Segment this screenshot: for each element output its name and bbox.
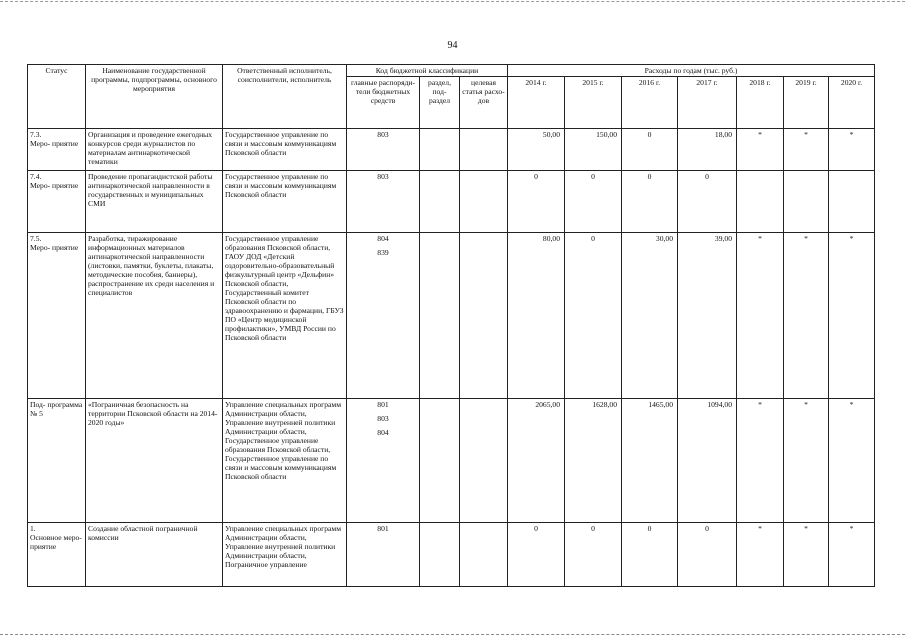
- header-budget-code: Код бюджетной классификации: [347, 65, 508, 77]
- row-status-number: 1.: [30, 524, 36, 533]
- row-status-number: 7.5.: [30, 234, 42, 243]
- row-value: *: [737, 399, 784, 523]
- row-name: Организация и проведение ежегодных конкурсов среди журналистов по материалам антинаркотической тематики: [86, 129, 223, 171]
- table-row: [28, 523, 875, 587]
- row-section: [420, 523, 460, 587]
- row-status-type: Основное меро- приятие: [30, 533, 82, 551]
- row-code: 839: [377, 248, 389, 257]
- row-value: 0: [622, 129, 678, 171]
- table-row: [28, 129, 875, 171]
- row-status-number: 7.3.: [30, 130, 42, 139]
- row-status-type: Меро- приятие: [30, 181, 79, 190]
- header-target-article: целевая статья расхо- дов: [460, 77, 508, 129]
- row-value: [784, 171, 829, 233]
- row-value: 0: [508, 523, 565, 587]
- row-value: *: [784, 523, 829, 587]
- row-value: 30,00: [622, 233, 678, 399]
- row-value: 0: [565, 171, 622, 233]
- row-executor: Управление специальных программ Администрации области, Управление внутренней политики Администрации области, Государственное управление образования Псковской области, Государственное управление по связи и массовым коммуникациям Псковской области: [223, 399, 347, 523]
- row-value: 1094,00: [678, 399, 737, 523]
- header-year: 2019 г.: [784, 77, 829, 129]
- row-status-number: 7.4.: [30, 172, 42, 181]
- row-value: 1465,00: [622, 399, 678, 523]
- row-status-type: Под- программа № 5: [30, 400, 83, 418]
- row-value: 39,00: [678, 233, 737, 399]
- row-value: *: [737, 523, 784, 587]
- row-name: Разработка, тиражирование информационных материалов антинаркотической направленности (листовки, памятки, буклеты, плакаты, методические пособия, баннеры), распространение их среди населения и специалистов: [86, 233, 223, 399]
- row-value: 150,00: [565, 129, 622, 171]
- table-row: [28, 399, 875, 523]
- row-executor: Государственное управление образования Псковской области, ГАОУ ДОД «Детский оздоровительно-образовательный физкультурный центр «Дельфин» Псковской области, Государственный комитет Псковской области по здравоохранению и фармации, ГБУЗ ПО «Центр медицинской профилактики», УМВД России по Псковской области: [223, 233, 347, 399]
- row-status: [28, 233, 86, 399]
- header-executor: Ответственный исполнитель, соисполнители, исполнитель: [223, 65, 347, 129]
- row-value: [737, 171, 784, 233]
- row-status: [28, 399, 86, 523]
- row-name: «Пограничная безопасность на территории Псковской области на 2014-2020 годы»: [86, 399, 223, 523]
- row-executor: Государственное управление по связи и массовым коммуникациям Псковской области: [223, 129, 347, 171]
- row-main-managers: [347, 171, 420, 233]
- row-code: 801: [377, 400, 389, 409]
- row-status: [28, 523, 86, 587]
- row-executor: Управление специальных программ Администрации области, Управление внутренней политики Администрации области, Пограничное управление: [223, 523, 347, 587]
- row-value: *: [829, 399, 875, 523]
- header-section: раздел, под- раздел: [420, 77, 460, 129]
- scan-top-edge: [0, 1, 905, 2]
- row-value: *: [737, 129, 784, 171]
- row-status: [28, 171, 86, 233]
- row-value: 80,00: [508, 233, 565, 399]
- row-value: 0: [565, 523, 622, 587]
- header-year: 2018 г.: [737, 77, 784, 129]
- row-main-managers: [347, 523, 420, 587]
- row-value: 0: [678, 523, 737, 587]
- row-value: *: [784, 399, 829, 523]
- row-target-article: [460, 233, 508, 399]
- row-value: 0: [508, 171, 565, 233]
- row-value: 2065,00: [508, 399, 565, 523]
- page-number: 94: [447, 40, 458, 51]
- row-code: 804: [377, 234, 389, 243]
- row-main-managers: [347, 399, 420, 523]
- row-code: 803: [377, 130, 389, 139]
- row-value: 0: [565, 233, 622, 399]
- row-value: *: [784, 129, 829, 171]
- row-name: Создание областной пограничной комиссии: [86, 523, 223, 587]
- row-value: 1628,00: [565, 399, 622, 523]
- table-row: [28, 171, 875, 233]
- row-code: 804: [377, 428, 389, 437]
- row-main-managers: [347, 233, 420, 399]
- row-status: [28, 129, 86, 171]
- row-code: 801: [377, 524, 389, 533]
- row-section: [420, 233, 460, 399]
- row-target-article: [460, 129, 508, 171]
- header-year: 2017 г.: [678, 77, 737, 129]
- table-row: [28, 233, 875, 399]
- header-year: 2016 г.: [622, 77, 678, 129]
- row-status-type: Меро- приятие: [30, 139, 79, 148]
- scan-bottom-edge: [0, 634, 905, 635]
- row-name: Проведение пропагандистской работы антинаркотической направленности в государственных и муниципальных СМИ: [86, 171, 223, 233]
- row-main-managers: [347, 129, 420, 171]
- header-main-managers: главные распоряди- тели бюджетных средств: [347, 77, 420, 129]
- row-code: 803: [377, 172, 389, 181]
- row-value: 0: [622, 171, 678, 233]
- row-value: *: [737, 233, 784, 399]
- header-year: 2020 г.: [829, 77, 875, 129]
- row-value: 0: [622, 523, 678, 587]
- row-value: [829, 171, 875, 233]
- header-expenses: Расходы по годам (тыс. руб.): [508, 65, 875, 77]
- header-status: Статус: [28, 65, 86, 129]
- row-section: [420, 171, 460, 233]
- row-value: *: [784, 233, 829, 399]
- budget-table: [27, 64, 875, 587]
- row-value: 50,00: [508, 129, 565, 171]
- row-value: *: [829, 129, 875, 171]
- header-year: 2014 г.: [508, 77, 565, 129]
- header-name: Наименование государственной программы, подпрограммы, основного мероприятия: [86, 65, 223, 129]
- header-year: 2015 г.: [565, 77, 622, 129]
- row-section: [420, 129, 460, 171]
- row-status-type: Меро- приятие: [30, 243, 79, 252]
- row-value: 0: [678, 171, 737, 233]
- row-target-article: [460, 171, 508, 233]
- row-target-article: [460, 523, 508, 587]
- row-value: 18,00: [678, 129, 737, 171]
- row-section: [420, 399, 460, 523]
- row-value: *: [829, 523, 875, 587]
- row-target-article: [460, 399, 508, 523]
- row-value: *: [829, 233, 875, 399]
- row-code: 803: [377, 414, 389, 423]
- row-executor: Государственное управление по связи и массовым коммуникациям Псковской области: [223, 171, 347, 233]
